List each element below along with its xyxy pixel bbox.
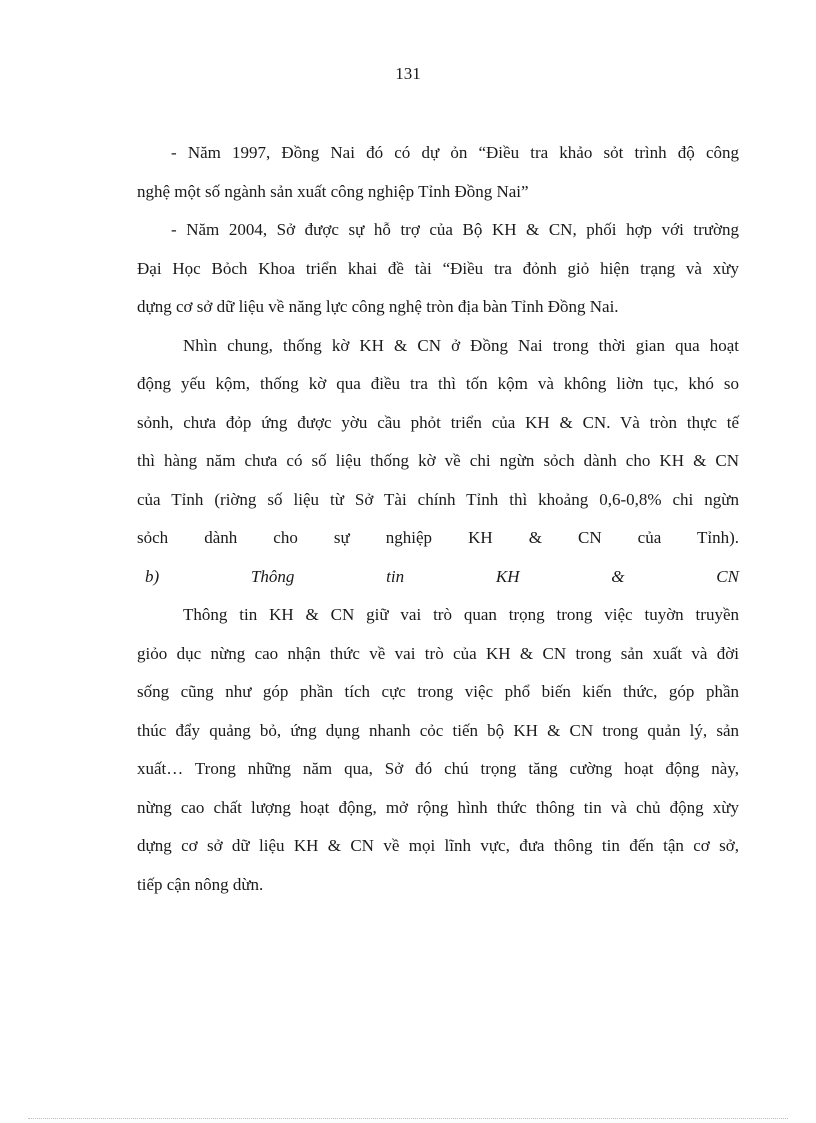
heading-word: & [611,566,625,586]
text-line: của Tỉnh (riờng số liệu từ Sở Tài chính Tỉnh thì khoảng 0,6-0,8% chi ngừn [137,489,739,509]
text-line: dựng cơ sở dữ liệu KH & CN về mọi lĩnh vực, đưa thông tin đến tận cơ sở, [137,836,739,855]
text-line: dựng cơ sở dữ liệu về năng lực công nghệ tròn địa bàn Tỉnh Đồng Nai. [137,297,619,316]
text-line: - Năm 1997, Đồng Nai đó có dự ỏn “Điều tra khảo sỏt trình độ công [171,143,739,162]
text-line: nừng cao chất lượng hoạt động, mở rộng hình thức thông tin và chủ động xừy [137,797,739,817]
heading-word: tin [386,566,405,586]
heading-word: Thông [250,566,295,586]
text-line: sống cũng như góp phần tích cực trong việc phổ biến kiến thức, góp phần [137,682,739,701]
text-line: Thông tin KH & CN giữ vai trò quan trọng trong việc tuyờn truyền [183,605,739,624]
text-line: thúc đẩy quảng bỏ, ứng dụng nhanh cỏc tiến bộ KH & CN trong quản lý, sản [137,720,739,740]
text-line: tiếp cận nông dừn. [137,874,264,894]
text-line: nghệ một số ngành sản xuất công nghiệp Tỉnh Đồng Nai” [137,181,529,201]
text-line: giỏo dục nừng cao nhận thức về vai trò của KH & CN trong sản xuất và đời [137,643,739,663]
paragraph-overview [137,327,739,558]
text-line: sỏch dành cho sự nghiệp KH & CN của Tỉnh). [137,528,739,547]
text-line: Nhìn chung, thống kờ KH & CN ở Đồng Nai trong thời gian qua hoạt [183,335,739,355]
text-line: xuất… Trong những năm qua, Sở đó chú trọng tăng cường hoạt động này, [137,759,739,778]
text-line: thì hàng năm chưa có số liệu thống kờ về chi ngừn sỏch dành cho KH & CN [137,451,739,470]
heading-word: CN [716,566,739,586]
paragraph-2004 [137,211,739,327]
heading-word: KH [495,566,520,586]
text-line: động yếu kộm, thống kờ qua điều tra thì tốn kộm và không liờn tục, khó so [137,374,739,393]
paragraph-information [137,596,739,904]
paragraph-1997 [137,134,739,211]
footer-divider [28,1118,788,1119]
page-number: 131 [395,64,421,83]
text-line: sỏnh, chưa đỏp ứng được yờu cầu phỏt triển của KH & CN. Và tròn thực tế [137,412,739,432]
body-text [137,134,739,904]
text-line: Đại Học Bỏch Khoa triển khai đề tài “Điều tra đỏnh giỏ hiện trạng và xừy [137,258,739,278]
text-line: - Năm 2004, Sở được sự hỗ trợ của Bộ KH & CN, phối hợp với trường [171,220,739,239]
section-heading [137,558,739,597]
heading-word: b) [145,566,160,586]
